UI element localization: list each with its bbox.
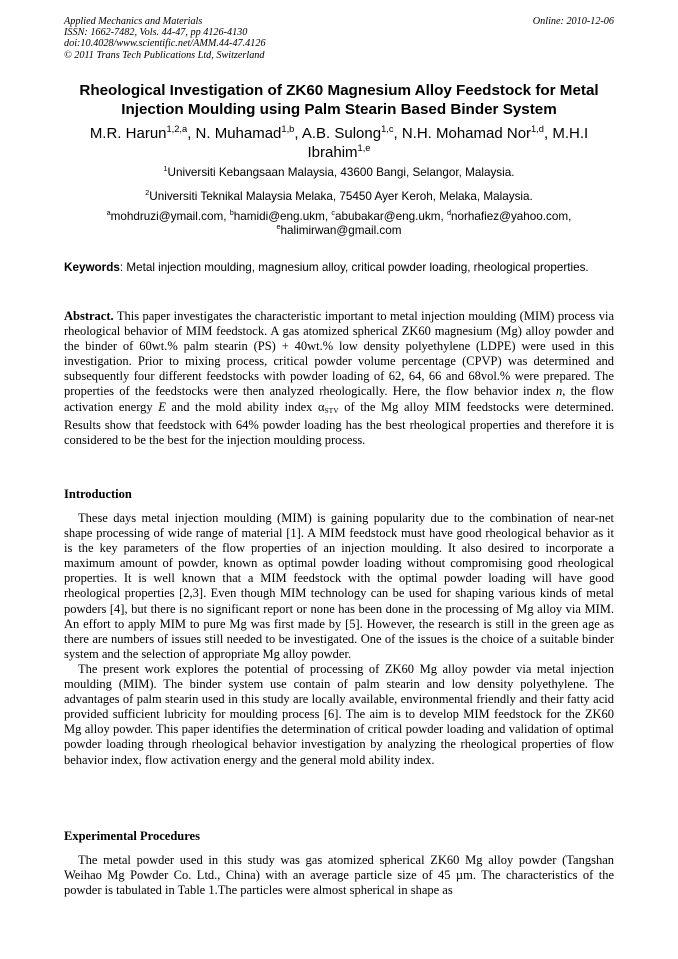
affiliation-text: Universiti Kebangsaan Malaysia, 43600 Bangi, Selangor, Malaysia.	[167, 166, 515, 179]
author-affiliation-mark: 1,e	[357, 143, 371, 153]
abstract-text: of the Mg alloy MIM feedstocks were determined. Results show that feedstock with 64% powder loading has the best rheological properties and therefore it is considered to be the best for the injection moulding process.	[64, 399, 614, 447]
paragraph: These days metal injection moulding (MIM) is gaining popularity due to the combination of near-net shape processing of wide range of material [1]. A MIM feedstock must have good rheological behavior as it is the key parameters of the flow properties of an injection moulding. It also desired to incorporate a maximum amount of powder, known as optimal powder loading without compromising good rheological properties. It is well known that a MIM feedstock with the optimal powder loading will have good rheological properties [2,3]. Even though MIM technology can be used for shaping various kinds of metal powders [4], but there is no significant report or none has been done in the processing of Mg alloy via MIM. An effort to apply MIM to pure Mg was first made by [5]. However, the research is still in the green age as there are numbers of issues still needed to be investigated. One of the issues is the choice of a suitable binder system and the selection of appropriate Mg alloy powder.	[64, 511, 614, 661]
email-mark: a	[106, 208, 111, 218]
journal-name: Applied Mechanics and Materials	[64, 16, 203, 27]
separator: ,	[223, 210, 230, 223]
introduction-heading: Introduction	[64, 487, 132, 501]
online-date: Online: 2010-12-06	[532, 16, 614, 27]
email-list	[64, 210, 614, 238]
email-address[interactable]: abubakar@eng.ukm	[335, 210, 441, 223]
paragraph: The present work explores the potential of processing of ZK60 Mg alloy powder via metal injection moulding (MIM). The binder system use contain of palm stearin and low density polyethylene. The advantages of palm stearin used in this study are locally available, environmental friendly and their fatty acid provided sufficient lubricity for moulding process [6]. The aim is to develop MIM feedstock for the ZK60 Mg alloy powder. This paper identifies the determination of critical powder loading and validation of optimal powder loading through rheological behavior investigation by analyzing the rheological properties of flow behavior index, flow activation energy and the general mold ability index.	[64, 661, 614, 767]
author-name: A.B. Sulong	[301, 125, 382, 142]
separator: ,	[568, 210, 572, 223]
email-address[interactable]: halimirwan@gmail.com	[280, 224, 402, 237]
subscript-stv: STV	[324, 405, 339, 415]
email-mark: d	[446, 208, 451, 218]
keywords-section	[64, 260, 614, 275]
author-name: M.R. Harun	[89, 125, 167, 142]
affiliation-2	[64, 190, 614, 204]
abstract-text: , the flow activation energy	[64, 384, 614, 414]
email-address[interactable]: hamidi@eng.ukm	[233, 210, 325, 223]
abstract-label: Abstract.	[64, 309, 114, 323]
variable-n: n	[555, 384, 563, 399]
separator: ,	[440, 210, 447, 223]
email-address[interactable]: mohdruzi@ymail.com	[110, 210, 224, 223]
author-name: N. Muhamad	[195, 125, 282, 142]
journal-header	[64, 16, 614, 61]
separator: ,	[393, 125, 402, 142]
separator: ,	[294, 125, 302, 142]
variable-e: E	[158, 399, 166, 414]
separator: ,	[543, 125, 553, 142]
keywords-text: : Metal injection moulding, magnesium alloy, critical powder loading, rheological properties.	[119, 261, 589, 274]
abstract-text: This paper investigates the characteristic important to metal injection moulding (MIM) process via rheological behavior of MIM feedstock. A gas atomized spherical ZK60 magnesium (Mg) alloy powder and the binder of 60wt.% palm stearin (PS) + 40wt.% low density polyethylene (LDPE) were used in this investigation. Prior to mixing process, critical powder volume percentage (CPVP) was determined and subsequently four different feedstocks with powder loading of 62, 64, 66 and 68vol.% were prepared. The properties of the feedstocks were then analyzed rheologically. Here, the flow behavior index	[64, 309, 614, 399]
affiliation-text: Universiti Teknikal Malaysia Melaka, 75450 Ayer Keroh, Melaka, Malaysia.	[149, 190, 533, 203]
author-list	[64, 124, 614, 162]
issn-line: ISSN: 1662-7482, Vols. 44-47, pp 4126-4130	[64, 27, 248, 39]
paper-title: Rheological Investigation of ZK60 Magnesium Alloy Feedstock for Metal Injection Moulding using Palm Stearin Based Binder System	[79, 82, 599, 118]
affiliation-1	[64, 166, 614, 180]
doi-line: doi:10.4028/www.scientific.net/AMM.44-47.4126	[64, 38, 266, 50]
email-mark: e	[276, 222, 281, 232]
abstract-section	[64, 309, 614, 448]
author-affiliation-mark: 1,d	[531, 124, 544, 134]
author-name: N.H. Mohamad Nor	[401, 125, 532, 142]
affiliation-mark: 1	[163, 164, 168, 174]
email-address[interactable]: norhafiez@yahoo.com	[451, 210, 569, 223]
abstract-text: and the mold ability index α	[165, 399, 325, 414]
keywords-label: Keywords	[64, 261, 120, 274]
affiliation-mark: 2	[145, 188, 150, 198]
separator: ,	[187, 125, 196, 142]
introduction-body	[64, 511, 614, 768]
experimental-body	[64, 853, 614, 898]
author-affiliation-mark: 1,c	[381, 124, 394, 134]
paragraph: The metal powder used in this study was gas atomized spherical ZK60 Mg alloy powder (Tangshan Weihao Mg Powder Co. Ltd., China) with an average particle size of 45 µm. The characteristics of the powder is tabulated in Table 1.The particles were almost spherical in shape as	[64, 853, 614, 898]
experimental-heading: Experimental Procedures	[64, 829, 200, 843]
copyright-line: © 2011 Trans Tech Publications Ltd, Switzerland	[64, 49, 265, 61]
email-mark: b	[229, 208, 234, 218]
separator: ,	[324, 210, 332, 223]
email-mark: c	[331, 208, 336, 218]
author-name: M.H.I Ibrahim	[307, 125, 589, 161]
author-affiliation-mark: 1,b	[281, 124, 295, 134]
author-affiliation-mark: 1,2,a	[166, 124, 188, 134]
